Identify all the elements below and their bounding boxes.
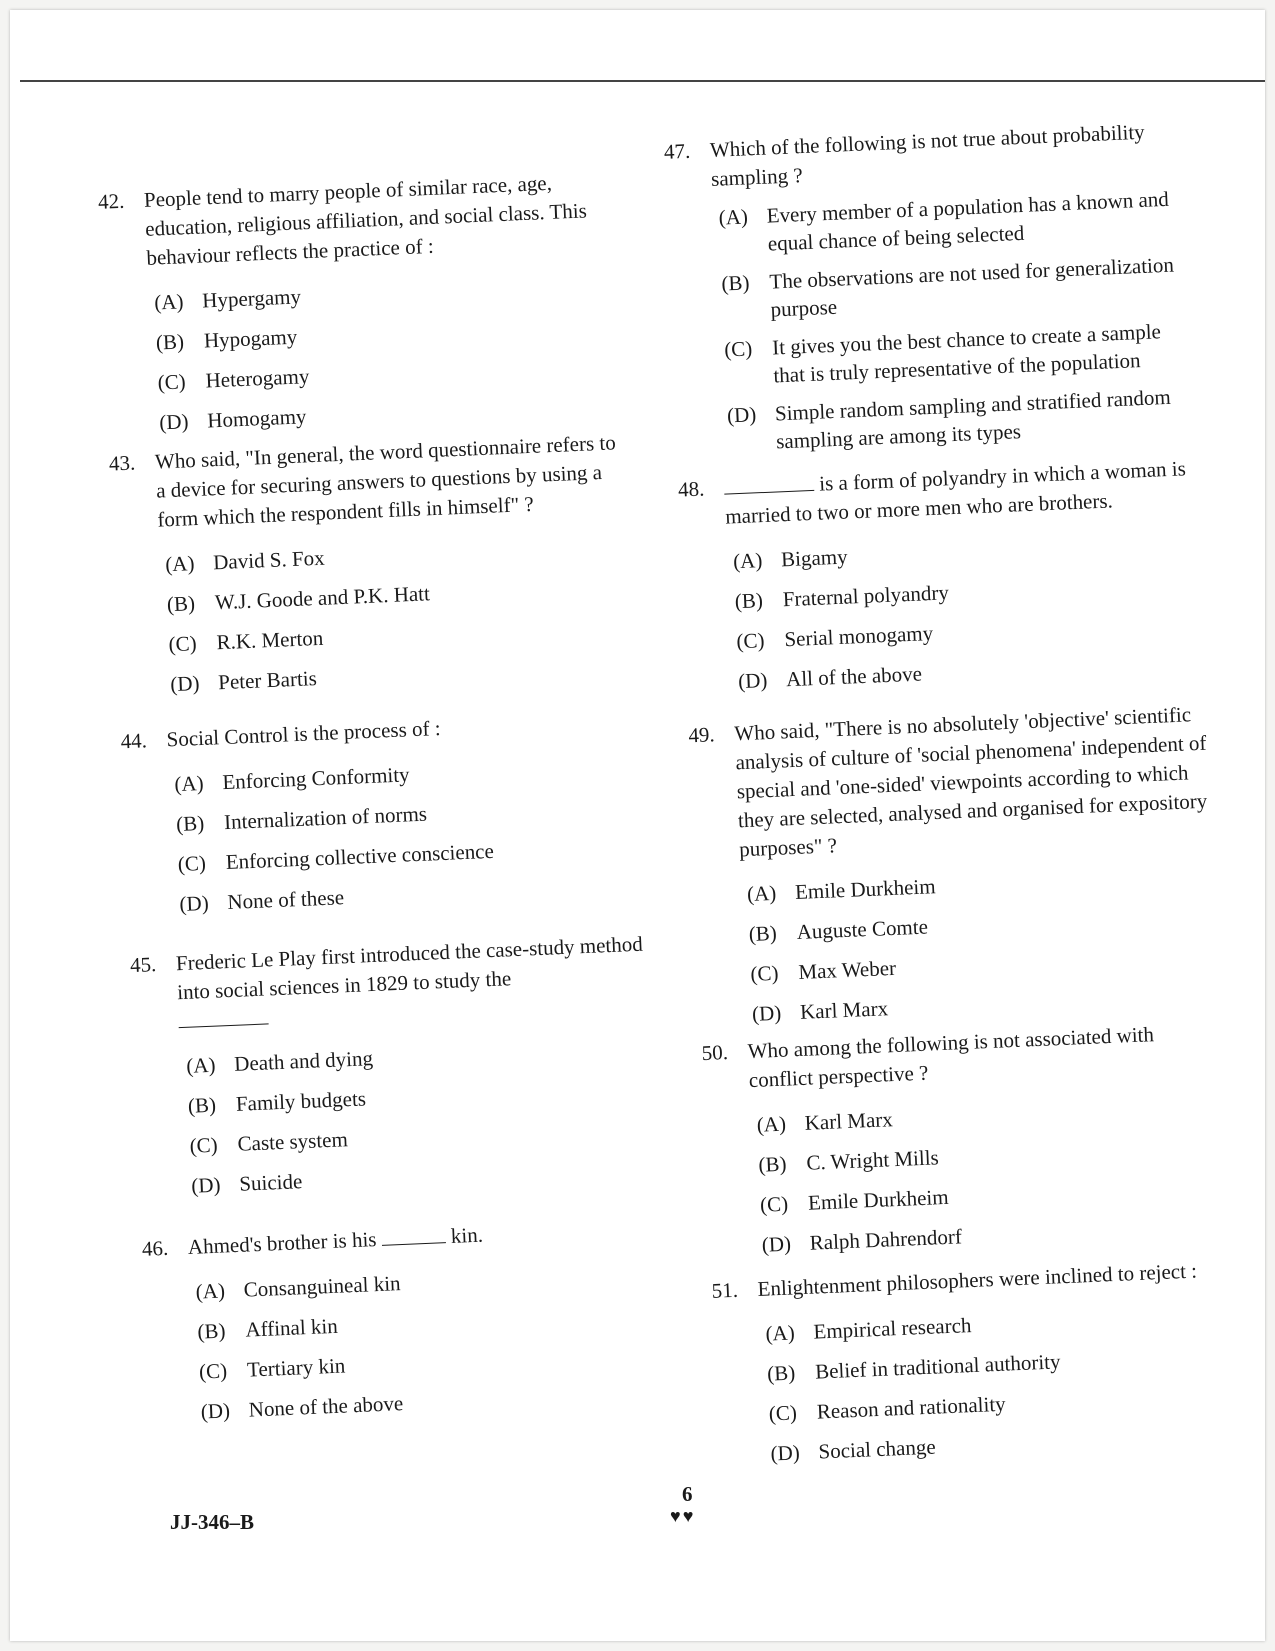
top-rule <box>20 80 1265 82</box>
question-45 <box>129 929 659 1208</box>
question-text: Who said, "In general, the word questionnaire refers to a device for securing answers to questions by using a form which the respondent fills in himself" ? <box>154 430 617 532</box>
option-text: David S. Fox <box>212 545 326 575</box>
option-letter: (A) <box>153 289 184 315</box>
option-letter: (D) <box>751 1000 782 1026</box>
option-letter: (D) <box>190 1172 221 1198</box>
question-46 <box>141 1213 669 1434</box>
option-text: Emile Durkheim <box>794 874 936 905</box>
question-number: 45. <box>129 952 157 978</box>
option-letter: (C) <box>759 1191 789 1217</box>
option-text: Enforcing Conformity <box>221 762 411 795</box>
option-text: Bigamy <box>780 544 849 572</box>
option-text: Auguste Comte <box>796 914 929 944</box>
option-text: Death and dying <box>233 1046 374 1076</box>
option-letter: (C) <box>736 628 765 654</box>
option-letter: (A) <box>765 1320 796 1346</box>
option-text: Tertiary kin <box>246 1353 346 1382</box>
option-letter: (B) <box>734 588 764 614</box>
option-letter: (B) <box>748 920 778 946</box>
question-text: Social Control is the process of : <box>166 715 442 752</box>
option-text: Caste system <box>237 1127 349 1156</box>
page-number: 6 <box>682 1482 693 1506</box>
option-text: Belief in traditional authority <box>814 1349 1061 1384</box>
question-50 <box>701 1017 1230 1267</box>
option-text: Consanguineal kin <box>243 1271 401 1302</box>
option-letter: (B) <box>757 1151 787 1177</box>
option-text: C. Wright Mills <box>805 1145 940 1175</box>
question-number: 49. <box>687 722 716 748</box>
answer-blank <box>178 1005 269 1028</box>
option-text: All of the above <box>785 661 923 692</box>
right-column <box>658 0 1208 1466</box>
option-letter: (C) <box>723 336 753 362</box>
option-text: Fraternal polyandry <box>782 580 950 612</box>
option-text: The observations are not used for generalization purpose <box>768 252 1175 322</box>
option-letter: (D) <box>737 668 768 694</box>
option-text: R.K. Merton <box>216 625 324 655</box>
option-letter: (C) <box>177 850 207 877</box>
option-letter: (B) <box>721 270 750 296</box>
question-text: Which of the following is not true about probability sampling ? <box>709 119 1146 191</box>
option-letter: (D) <box>200 1398 231 1424</box>
option-text: None of the above <box>248 1391 404 1422</box>
option-letter: (D) <box>158 409 189 435</box>
option-text: W.J. Goode and P.K. Hatt <box>214 581 431 615</box>
option-letter: (A) <box>746 880 777 907</box>
question-43 <box>108 428 638 707</box>
question-text: Who among the following is not associated with conflict perspective ? <box>747 1022 1155 1093</box>
option-text: Heterogamy <box>205 364 310 393</box>
option-letter: (D) <box>169 671 200 697</box>
option-letter: (B) <box>187 1092 217 1118</box>
option-b <box>721 250 1191 326</box>
question-text-end: kin. <box>450 1222 484 1248</box>
option-text: Hypogamy <box>203 324 298 353</box>
option-letter: (C) <box>198 1358 228 1384</box>
option-letter: (B) <box>766 1360 796 1386</box>
option-letter: (D) <box>761 1231 792 1257</box>
question-number: 50. <box>701 1039 729 1066</box>
option-text: Simple random sampling and stratified random sampling are among its types <box>774 384 1172 454</box>
option-letter: (A) <box>185 1052 216 1078</box>
question-51 <box>711 1255 1239 1476</box>
option-text: Suicide <box>238 1169 303 1196</box>
left-column <box>90 0 644 1424</box>
option-letter: (C) <box>749 960 779 986</box>
option-c <box>724 316 1194 392</box>
option-text: Family budgets <box>235 1086 367 1116</box>
option-text: Emile Durkheim <box>807 1184 950 1215</box>
option-letter: (A) <box>756 1111 787 1137</box>
option-text: Hypergamy <box>201 284 302 313</box>
answer-blank <box>381 1224 446 1246</box>
question-42 <box>97 166 627 445</box>
option-letter: (C) <box>168 631 198 657</box>
answer-blank <box>724 472 815 495</box>
option-a <box>718 184 1188 260</box>
option-letter: (C) <box>157 369 187 395</box>
option-text: Max Weber <box>797 955 897 984</box>
option-letter: (A) <box>718 204 749 230</box>
question-text: is a form of polyandry in which a woman is married to two or more men who are brothers. <box>724 456 1187 529</box>
option-text: Karl Marx <box>799 996 889 1024</box>
option-text: Affinal kin <box>244 1313 339 1342</box>
option-letter: (B) <box>175 810 205 837</box>
option-letter: (A) <box>164 551 195 577</box>
option-text: Peter Bartis <box>217 666 318 695</box>
option-text: It gives you the best chance to create a sample that is truly representative of the population <box>771 319 1162 388</box>
option-letter: (A) <box>732 548 763 574</box>
booklet-code: JJ-346–B <box>170 1510 254 1534</box>
exam-page <box>10 10 1265 1641</box>
option-letter: (B) <box>155 329 185 355</box>
question-text: Frederic Le Play first introduced the case-study method into social sciences in 1829 to study the <box>175 931 644 1005</box>
question-text: Ahmed's brother is his <box>187 1227 377 1259</box>
question-number: 44. <box>120 728 148 754</box>
option-text: Karl Marx <box>804 1107 894 1135</box>
option-text: Enforcing collective conscience <box>225 838 495 875</box>
option-letter: (C) <box>189 1132 219 1158</box>
question-number: 46. <box>141 1235 169 1261</box>
option-letter: (A) <box>195 1278 226 1304</box>
option-text: Reason and rationality <box>816 1391 1007 1424</box>
question-text: People tend to marry people of similar race, age, education, religious affiliation, and social class. This behaviour reflects the practice of : <box>143 170 588 270</box>
option-letter: (D) <box>179 890 210 917</box>
option-text: Social change <box>818 1434 937 1464</box>
option-letter: (B) <box>166 591 196 617</box>
question-number: 42. <box>97 188 125 214</box>
option-letter: (A) <box>173 770 205 797</box>
question-text: Enlightenment philosophers were inclined to reject : <box>757 1258 1198 1301</box>
question-text: Who said, "There is no absolutely 'objective' scientific analysis of culture of 'social phenomena' independent of special and 'one-sided' viewpoints according to which they are selected, analysed and organised for expository purposes" ? <box>733 702 1208 862</box>
option-letter: (D) <box>770 1440 801 1466</box>
option-d <box>726 382 1196 458</box>
option-letter: (C) <box>768 1400 798 1426</box>
option-text: None of these <box>226 885 345 915</box>
option-text: Homogamy <box>206 404 307 433</box>
option-letter: (D) <box>726 402 757 428</box>
question-number: 48. <box>677 476 705 502</box>
option-text: Empirical research <box>812 1313 972 1344</box>
question-48 <box>678 454 1207 704</box>
question-number: 51. <box>711 1277 739 1303</box>
question-number: 43. <box>108 450 136 476</box>
option-text: Every member of a population has a known and equal chance of being selected <box>766 186 1170 256</box>
option-text: Internalization of norms <box>223 801 428 835</box>
question-49 <box>688 700 1221 1036</box>
option-text: Ralph Dahrendorf <box>809 1224 963 1255</box>
question-47 <box>663 116 1196 459</box>
question-44 <box>120 706 648 927</box>
question-number: 47. <box>663 138 691 164</box>
option-text: Serial monogamy <box>783 621 934 652</box>
heart-icons: ♥♥ <box>670 1506 696 1526</box>
option-letter: (B) <box>196 1318 226 1344</box>
